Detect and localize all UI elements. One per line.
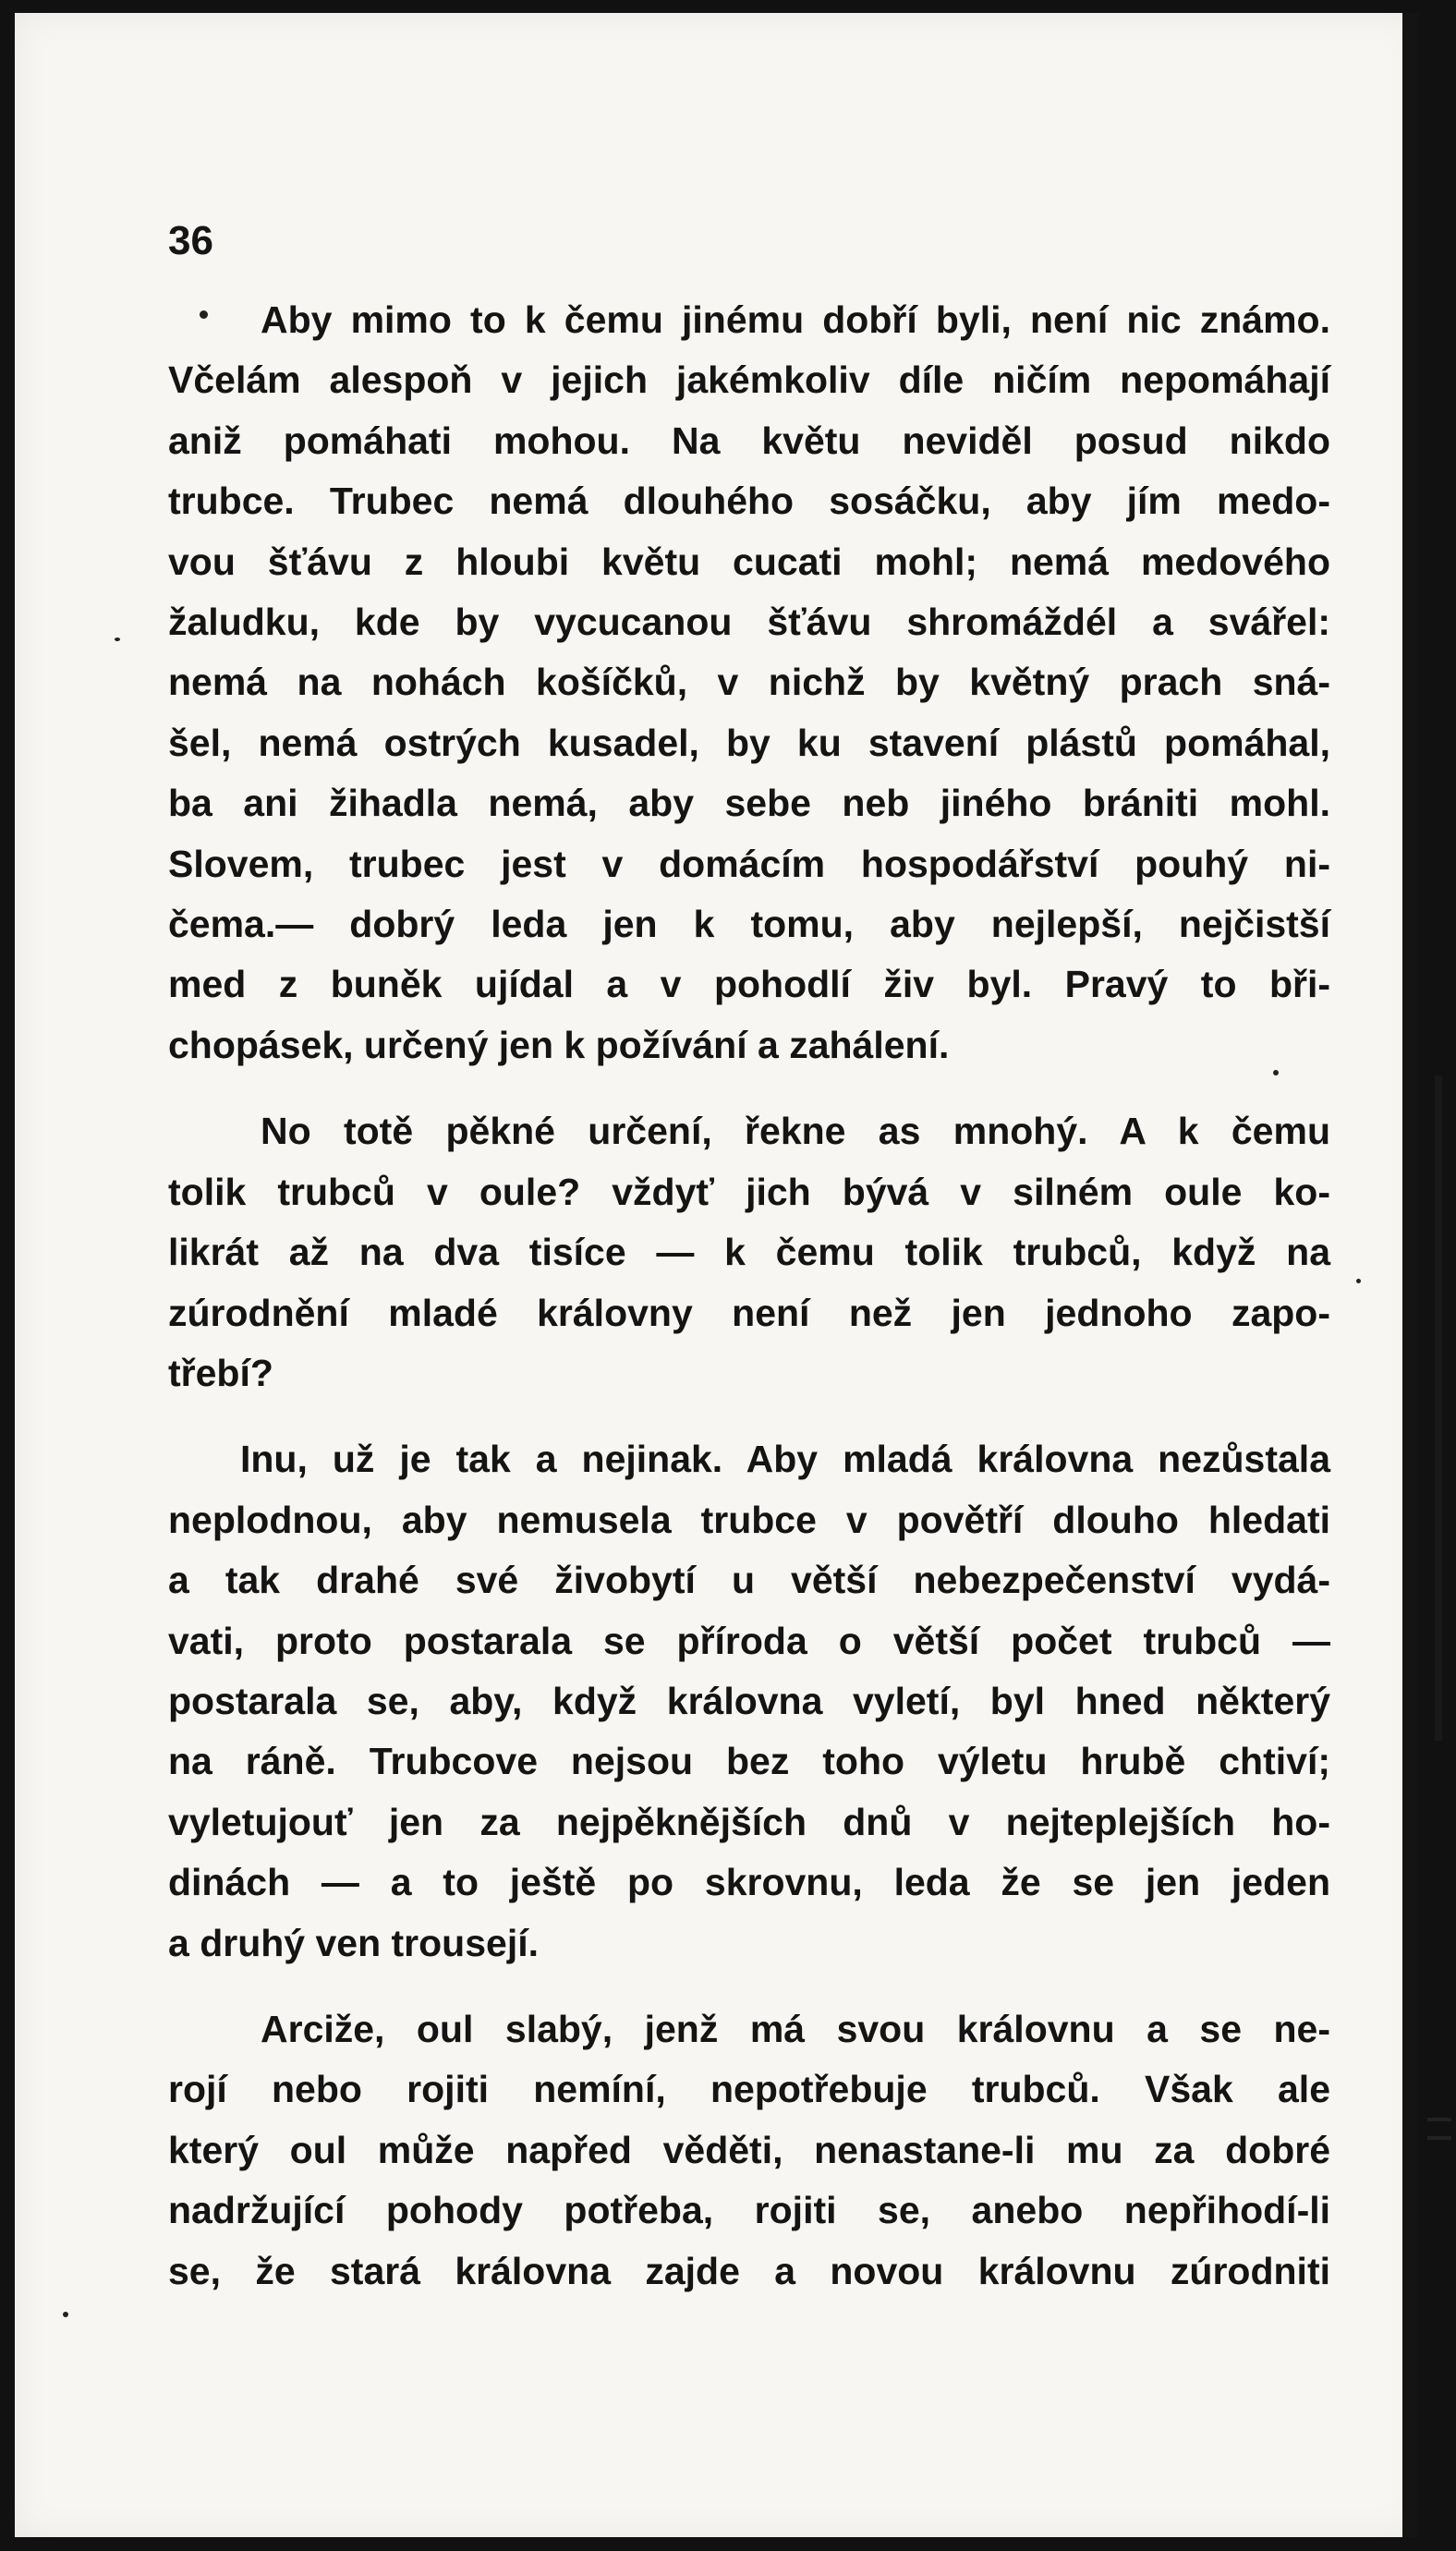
text-line: který oul může napřed věděti, nenastane-li mu za dobré bbox=[168, 2128, 1330, 2171]
text-line: na ráně. Trubcove nejsou bez toho výletu hrubě chtiví; bbox=[168, 1740, 1330, 1783]
text-line: vati, proto postarala se příroda o větší počet trubců — bbox=[168, 1619, 1330, 1662]
margin-rule bbox=[1435, 1075, 1442, 1741]
paragraph bbox=[168, 1999, 1330, 2302]
text-line: Arciže, oul slabý, jenž má svou královnu a se ne- bbox=[261, 2007, 1330, 2050]
margin-mark bbox=[1427, 2136, 1451, 2140]
text-line: nadržující pohody potřeba, rojiti se, anebo nepřihodí-li bbox=[168, 2189, 1330, 2232]
paragraph bbox=[168, 1101, 1330, 1403]
text-line: vou šťávu z hloubi květu cucati mohl; nemá medového bbox=[168, 540, 1330, 583]
paragraph-gap bbox=[168, 1403, 1330, 1429]
text-line: postarala se, aby, když královna vyletí, byl hned některý bbox=[168, 1679, 1330, 1722]
text-line: čema.— dobrý leda jen k tomu, aby nejlepší, nejčistší bbox=[168, 903, 1330, 946]
text-line: aniž pomáhati mohou. Na květu neviděl posud nikdo bbox=[168, 419, 1330, 462]
paragraph bbox=[168, 290, 1330, 1075]
text-line: No totě pěkné určení, řekne as mnohý. A k čemu bbox=[261, 1110, 1330, 1153]
book-page bbox=[15, 13, 1419, 2537]
text-line: med z buněk ujídal a v pohodlí živ byl. Pravý to bři- bbox=[168, 963, 1330, 1006]
text-line: trubce. Trubec nemá dlouhého sosáčku, aby jím medo- bbox=[168, 480, 1330, 523]
text-line: Aby mimo to k čemu jinému dobří byli, není nic známo. bbox=[261, 298, 1330, 341]
text-line: šel, nemá ostrých kusadel, by ku stavení plástů pomáhal, bbox=[168, 721, 1330, 764]
text-line: nemá na nohách košíčků, v nichž by květný prach sná- bbox=[168, 661, 1330, 704]
text-line: rojí nebo rojiti nemíní, nepotřebuje trubců. Však ale bbox=[168, 2068, 1330, 2111]
body-text bbox=[168, 290, 1330, 2302]
text-line: dinách — a to ještě po skrovnu, leda že se jen jeden bbox=[168, 1861, 1330, 1904]
text-line: se, že stará královna zajde a novou královnu zúrodniti bbox=[168, 2249, 1330, 2292]
text-line: žaludku, kde by vycucanou šťávu shromáždél a svářel: bbox=[168, 601, 1330, 644]
page-number: 36 bbox=[168, 218, 213, 263]
speck bbox=[63, 2312, 68, 2317]
text-line: chopásek, určený jen k požívání a zahálení. bbox=[168, 1023, 950, 1066]
text-line: a tak drahé své živobytí u větší nebezpečenství vydá- bbox=[168, 1559, 1330, 1602]
paragraph bbox=[168, 1429, 1330, 1974]
paragraph-gap bbox=[168, 1974, 1330, 1999]
text-line: ba ani žihadla nemá, aby sebe neb jiného brániti mohl. bbox=[168, 782, 1330, 825]
text-line: vyletujouť jen za nejpěknějších dnů v nejteplejších ho- bbox=[168, 1800, 1330, 1843]
text-line: a druhý ven trousejí. bbox=[168, 1921, 539, 1964]
text-line: neplodnou, aby nemusela trubce v povětří dlouho hledati bbox=[168, 1498, 1330, 1541]
speck bbox=[115, 638, 120, 641]
margin-mark bbox=[1427, 2118, 1451, 2121]
text-line: Slovem, trubec jest v domácím hospodářství pouhý ni- bbox=[168, 842, 1330, 885]
text-line: Inu, už je tak a nejinak. Aby mladá královna nezůstala bbox=[240, 1438, 1330, 1481]
paragraph-gap bbox=[168, 1075, 1330, 1101]
speck bbox=[1356, 1279, 1361, 1283]
text-line: Včelám alespoň v jejich jakémkoliv díle ničím nepomáhají bbox=[168, 358, 1330, 402]
text-line: likrát až na dva tisíce — k čemu tolik trubců, když na bbox=[168, 1231, 1330, 1274]
text-line: tolik trubců v oule? vždyť jich bývá v silném oule ko- bbox=[168, 1170, 1330, 1213]
text-line: zúrodnění mladé královny není než jen jednoho zapo- bbox=[168, 1291, 1330, 1334]
text-line: třebí? bbox=[168, 1351, 273, 1394]
page-edge-shadow bbox=[1402, 13, 1419, 2537]
